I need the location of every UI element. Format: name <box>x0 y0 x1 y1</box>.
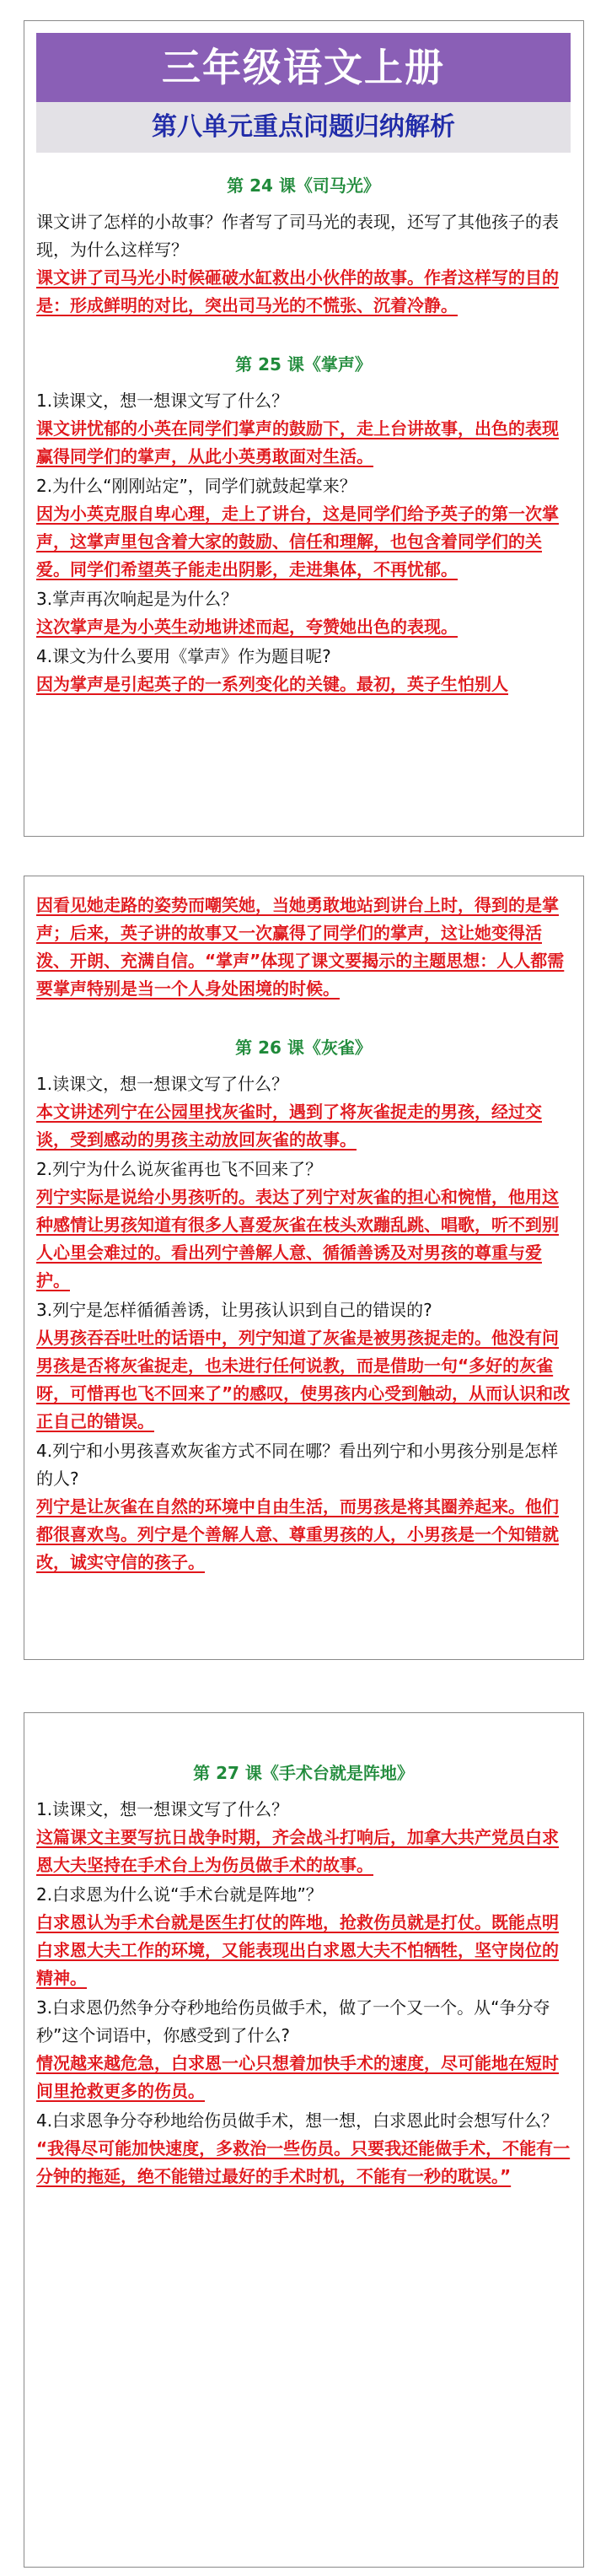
lesson-25-answer-1: 课文讲忧郁的小英在同学们掌声的鼓励下，走上台讲故事，出色的表现赢得同学们的掌声，从此小英勇敢面对生活。 <box>36 418 559 466</box>
lesson-27-answer-3: 情况越来越危急，白求恩一心只想着加快手术的速度，尽可能地在短时间里抢救更多的伤员。 <box>36 2053 559 2101</box>
card-3 <box>24 1712 584 2568</box>
page-subtitle: 第八单元重点问题归纳解析 <box>36 102 571 153</box>
lesson-27-question-2: 2.白求恩为什么说“手术台就是阵地”？ <box>36 1884 323 1905</box>
lesson-26-answer-1: 本文讲述列宁在公园里找灰雀时，遇到了将灰雀捉走的男孩，经过交谈，受到感动的男孩主动放回灰雀的故事。 <box>36 1102 542 1150</box>
lesson-26-title: 第 26 课《灰雀》 <box>235 1037 372 1058</box>
card-1-content <box>36 173 571 700</box>
lesson-25-question-2: 2.为什么“刚刚站定”，同学们就鼓起掌来？ <box>36 476 357 496</box>
lesson-25-answer-4-part-2: 因看见她走路的姿势而嘲笑她，当她勇敢地站到讲台上时，得到的是掌声；后来，英子讲的故事又一次赢得了同学们的掌声，这让她变得活泼、开朗、充满自信。“掌声”体现了课文要揭示的主题思想：人人都需要掌声特别是当一个人身处困境的时候。 <box>36 895 565 999</box>
lesson-25-question-3: 3.掌声再次响起是为什么？ <box>36 589 239 609</box>
lesson-27-answer-4: “我得尽可能加快速度，多救治一些伤员。只要我还能做手术，不能有一分钟的拖延，绝不能错过最好的手术时机，不能有一秒的耽误。” <box>36 2138 571 2186</box>
lesson-25-answer-3: 这次掌声是为小英生动地讲述而起，夸赞她出色的表现。 <box>36 617 458 637</box>
lesson-26-question-4: 4.列宁和小男孩喜欢灰雀方式不同在哪？看出列宁和小男孩分别是怎样的人? <box>36 1441 559 1489</box>
lesson-27-question-3: 3.白求恩仍然争分夺秒地给伤员做手术，做了一个又一个。从“争分夺秒”这个词语中，你感受到了什么? <box>36 1997 550 2045</box>
lesson-26-question-3: 3.列宁是怎样循循善诱，让男孩认识到自己的错误的? <box>36 1300 432 1320</box>
lesson-gap <box>36 1005 571 1035</box>
lesson-26-answer-3: 从男孩吞吞吐吐的话语中，列宁知道了灰雀是被男孩捉走的。他没有问男孩是否将灰雀捉走，也未进行任何说教，而是借助一句“多好的灰雀呀，可惜再也飞不回来了”的感叹，使男孩内心受到触动，从而认识和改正自己的错误。 <box>36 1328 571 1431</box>
lesson-24-answer-1: 课文讲了司马光小时候砸破水缸救出小伙伴的故事。作者这样写的目的是：形成鲜明的对比，突出司马光的不慌张、沉着冷静。 <box>36 267 559 315</box>
card-3-content <box>36 1760 571 2192</box>
card-1 <box>24 20 584 837</box>
lesson-25-title: 第 25 课《掌声》 <box>235 354 372 375</box>
lesson-24-question-1: 课文讲了怎样的小故事？作者写了司马光的表现，还写了其他孩子的表现，为什么这样写？ <box>36 212 559 260</box>
lesson-27-question-4: 4.白求恩争分夺秒地给伤员做手术，想一想，白求恩此时会想写什么？ <box>36 2110 559 2131</box>
card-2 <box>24 876 584 1660</box>
lesson-27-answer-1: 这篇课文主要写抗日战争时期，齐会战斗打响后，加拿大共产党员白求恩大夫坚持在手术台上为伤员做手术的故事。 <box>36 1827 559 1875</box>
lesson-26-answer-4: 列宁是让灰雀在自然的环境中自由生活，而男孩是将其圈养起来。他们都很喜欢鸟。列宁是个善解人意、尊重男孩的人，小男孩是一个知错就改，诚实守信的孩子。 <box>36 1496 559 1572</box>
lesson-26-question-1: 1.读课文，想一想课文写了什么？ <box>36 1074 289 1094</box>
lesson-27-question-1: 1.读课文，想一想课文写了什么？ <box>36 1799 289 1819</box>
lesson-27-answer-2: 白求恩认为手术台就是医生打仗的阵地，抢救伤员就是打仗。既能点明白求恩大夫工作的环境，又能表现出白求恩大夫不怕牺牲，坚守岗位的精神。 <box>36 1912 559 1988</box>
lesson-25-question-4: 4.课文为什么要用《掌声》作为题目呢? <box>36 646 331 666</box>
lesson-25-answer-4-part-1: 因为掌声是引起英子的一系列变化的关键。最初，英子生怕别人 <box>36 674 508 694</box>
lesson-25-question-1: 1.读课文，想一想课文写了什么？ <box>36 391 289 411</box>
card-2-content <box>36 892 571 1578</box>
page-title: 三年级语文上册 <box>36 33 571 102</box>
lesson-24-title: 第 24 课《司马光》 <box>227 175 380 196</box>
lesson-gap <box>36 321 571 352</box>
lesson-25-answer-2: 因为小英克服自卑心理，走上了讲台，这是同学们给予英子的第一次掌声，这掌声里包含着大家的鼓励、信任和理解，也包含着同学们的关爱。同学们希望英子能走出阴影，走进集体，不再忧郁。 <box>36 504 559 579</box>
lesson-26-answer-2: 列宁实际是说给小男孩听的。表达了列宁对灰雀的担心和惋惜，他用这种感情让男孩知道有很多人喜爱灰雀在枝头欢蹦乱跳、唱歌，听不到别人心里会难过的。看出列宁善解人意、循循善诱及对男孩的尊重与爱护。 <box>36 1187 559 1291</box>
lesson-27-title: 第 27 课《手术台就是阵地》 <box>193 1763 414 1783</box>
lesson-26-question-2: 2.列宁为什么说灰雀再也飞不回来了？ <box>36 1159 323 1179</box>
